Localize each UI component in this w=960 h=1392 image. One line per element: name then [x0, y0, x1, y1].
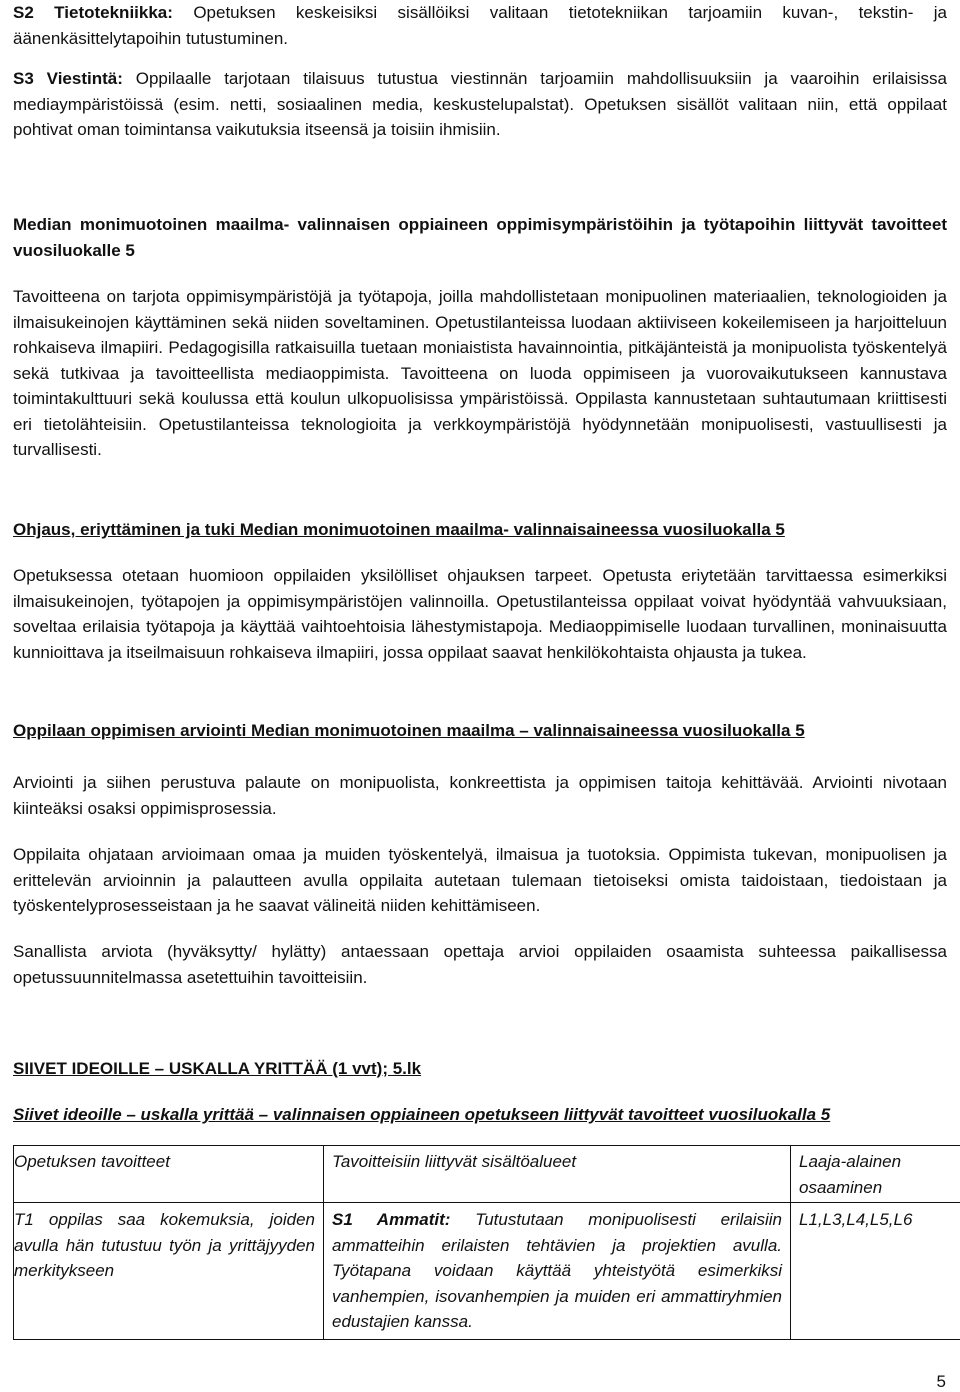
assessment-heading: [13, 718, 947, 744]
assessment-p2: [13, 842, 947, 919]
course-subtitle-text: Siivet ideoille – uskalla yrittää – valinnaisen oppiaineen opetukseen liittyvät tavoitteet vuosiluokalla 5: [13, 1105, 831, 1124]
table-header-cell: Laaja-alainen osaaminen: [791, 1146, 960, 1203]
goals-body: [13, 284, 947, 463]
course-subtitle: [13, 1102, 947, 1128]
table-header-cell: Tavoitteisiin liittyvät sisältöalueet: [324, 1146, 791, 1203]
goals-heading-text: Median monimuotoinen maailma- valinnaisen oppiaineen oppimisympäristöihin ja työtapoihin liittyvät tavoitteet vuosiluokalle 5: [13, 215, 947, 260]
guidance-heading-text: Ohjaus, eriyttäminen ja tuki Median monimuotoinen maailma- valinnaisaineessa vuosiluokalla 5: [13, 520, 785, 539]
s3-text: Oppilaalle tarjotaan tilaisuus tutustua viestinnän tarjoamiin mahdollisuuksiin ja vaaroihin erilaisissa mediaympäristöissä (esim. netti, sosiaalinen media, keskustelupalstat). Opetuksen sisällöt valitaan niin, että oppilaat pohtivat oman toimintansa vaikutuksia itseensä ja toisiin ihmisiin.: [13, 69, 947, 139]
table-cell-content: [324, 1203, 791, 1340]
content-label: S1 Ammatit:: [332, 1210, 451, 1229]
s2-paragraph: [13, 0, 947, 51]
assessment-p3-text: Sanallista arviota (hyväksytty/ hylätty) antaessaan opettaja arvioi oppilaiden osaamista suhteessa paikallisessa opetussuunnitelmassa asetettuihin tavoitteisiin.: [13, 942, 947, 987]
goals-body-text: Tavoitteena on tarjota oppimisympäristöjä ja työtapoja, joilla mahdollistetaan monipuolinen materiaalien, teknologioiden ja ilmaisukeinojen käyttäminen sekä niiden soveltaminen. Opetustilanteissa luodaan aktiiviseen kokeilemiseen ja harjoitteluun rohkaiseva ilmapiiri. Pedagogisilla ratkaisuilla tuetaan moniaistista havainnointia, pitkäjänteistä ja monipuolista työskentelyä sekä tutkivaa ja tavoitteellista mediaoppimista. Tavoitteena on luoda oppimiseen ja vuorovaikutukseen kannustava toimintakulttuuri sekä koulussa että koulun ulkopuolisissa ympäristöissä. Oppilasta kannustetaan suhtautumaan kriittisesti eri tietolähteisiin. Opetustilanteissa teknologioita ja verkkoympäristöjä hyödynnetään monipuolisesti, vastuullisesti ja turvallisesti.: [13, 287, 947, 459]
content-table: [13, 1145, 960, 1340]
assessment-heading-text: Oppilaan oppimisen arviointi Median monimuotoinen maailma – valinnaisaineessa vuosiluokalla 5: [13, 721, 805, 740]
table-cell-competence: L1,L3,L4,L5,L6: [791, 1203, 960, 1340]
guidance-body-text: Opetuksessa otetaan huomioon oppilaiden yksilölliset ohjauksen tarpeet. Opetusta eriytetään tarvittaessa esimerkiksi ilmaisukeinojen, työtapojen ja oppimisympäristöjen valinnoilla. Opetustilanteissa oppilaat voivat hyödyntää vahvuuksiaan, soveltaa erilaisia työtapoja ja käyttää vaihtoehtoisia lähestymistapoja. Mediaoppimiselle luodaan turvallinen, moninaisuutta kunnioittava ja itseilmaisuun rohkaiseva ilmapiiri, jossa oppilaat saavat henkilökohtaista ohjausta ja tukea.: [13, 566, 947, 662]
goals-heading: [13, 212, 947, 263]
assessment-p1: [13, 770, 947, 821]
course-title: [13, 1056, 947, 1082]
s2-text: Opetuksen keskeisiksi sisällöiksi valitaan tietotekniikan tarjoamiin kuvan-, tekstin- ja äänenkäsittelytapoihin tutustuminen.: [13, 3, 947, 48]
guidance-body: [13, 563, 947, 665]
table-row: [14, 1203, 960, 1340]
assessment-p3: [13, 939, 947, 990]
table-header-cell: Opetuksen tavoitteet: [14, 1146, 324, 1203]
assessment-p1-text: Arviointi ja siihen perustuva palaute on monipuolista, konkreettista ja oppimisen taitoja kehittävää. Arviointi nivotaan kiinteäksi osaksi oppimisprosessia.: [13, 773, 947, 818]
course-title-text: SIIVET IDEOILLE – USKALLA YRITTÄÄ (1 vvt); 5.lk: [13, 1059, 422, 1078]
table-cell-goal: T1 oppilas saa kokemuksia, joiden avulla hän tutustuu työn ja yrittäjyyden merkitykseen: [14, 1203, 324, 1340]
content-text: Tutustutaan monipuolisesti erilaisiin ammatteihin erilaisten tehtävien ja projektien avulla. Työtapana voidaan käyttää yhteistyötä esimerkiksi vanhempien, isovanhempien ja muiden eri ammattiryhmien edustajien kanssa.: [332, 1210, 782, 1331]
guidance-heading: [13, 517, 947, 543]
assessment-p2-text: Oppilaita ohjataan arvioimaan omaa ja muiden työskentelyä, ilmaisua ja tuotoksia. Oppimista tukevan, monipuolisen ja erittelevän arvioinnin ja palautteen avulla oppilaita autetaan tulemaan tietoiseksi omista taidoistaan, tiedoistaan ja työskentelyprosesseistaan ja he saavat välineitä niiden kehittämiseen.: [13, 845, 947, 915]
s3-label: S3 Viestintä:: [13, 69, 123, 88]
page-number: 5: [936, 1372, 946, 1391]
s3-paragraph: [13, 66, 947, 143]
table-header-row: [14, 1146, 960, 1203]
s2-label: S2 Tietotekniikka:: [13, 3, 173, 22]
